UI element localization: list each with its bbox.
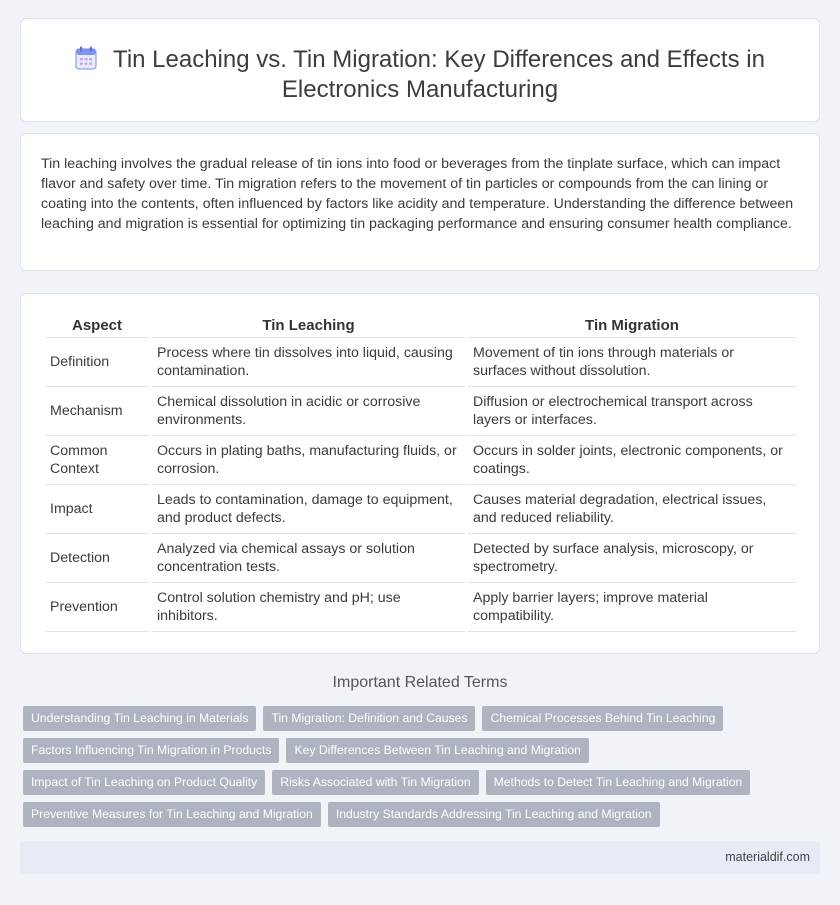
intro-card xyxy=(20,133,820,271)
row-tin-leaching: Analyzed via chemical assays or solution concentration tests. xyxy=(152,534,465,583)
related-term-tag[interactable]: Industry Standards Addressing Tin Leaching and Migration xyxy=(328,802,660,827)
header-tin-migration: Tin Migration xyxy=(468,314,796,338)
comparison-card xyxy=(20,293,820,654)
row-aspect: Common Context xyxy=(45,436,149,485)
header-tin-leaching: Tin Leaching xyxy=(152,314,465,338)
row-tin-migration: Diffusion or electrochemical transport across layers or interfaces. xyxy=(468,387,796,436)
title-line-2: Electronics Manufacturing xyxy=(281,76,559,103)
title-line-1: Tin Leaching vs. Tin Migration: Key Differences and Effects in xyxy=(113,46,765,73)
table-row xyxy=(45,387,796,436)
tag-row xyxy=(23,738,823,763)
row-tin-migration: Occurs in solder joints, electronic components, or coatings. xyxy=(468,436,796,485)
related-term-tag[interactable]: Risks Associated with Tin Migration xyxy=(272,770,478,795)
row-tin-leaching: Occurs in plating baths, manufacturing fluids, or corrosion. xyxy=(152,436,465,485)
related-term-tag[interactable]: Key Differences Between Tin Leaching and Migration xyxy=(286,738,588,763)
row-tin-migration: Apply barrier layers; improve material compatibility. xyxy=(468,583,796,632)
table-row xyxy=(45,534,796,583)
row-aspect: Detection xyxy=(45,534,149,583)
table-row xyxy=(45,485,796,534)
footer-site-link[interactable]: materialdif.com xyxy=(725,850,810,864)
row-aspect: Mechanism xyxy=(45,387,149,436)
header-aspect: Aspect xyxy=(45,314,149,338)
related-term-tag[interactable]: Tin Migration: Definition and Causes xyxy=(263,706,475,731)
tag-row xyxy=(23,706,823,731)
table-header-row xyxy=(45,314,796,338)
related-term-tag[interactable]: Methods to Detect Tin Leaching and Migration xyxy=(486,770,751,795)
row-tin-migration: Detected by surface analysis, microscopy, or spectrometry. xyxy=(468,534,796,583)
row-tin-leaching: Process where tin dissolves into liquid, causing contamination. xyxy=(152,338,465,387)
intro-paragraph: Tin leaching involves the gradual release of tin ions into food or beverages from the tinplate surface, which can impact flavor and safety over time. Tin migration refers to the movement of tin particles or compounds from the can lining or coating into the contents, often influenced by factors like acidity and temperature. Understanding the difference between leaching and migration is essential for optimizing tin packaging performance and ensuring consumer health compliance. xyxy=(41,156,794,232)
related-term-tag[interactable]: Factors Influencing Tin Migration in Products xyxy=(23,738,279,763)
table-row xyxy=(45,436,796,485)
tag-row xyxy=(23,770,823,795)
comparison-table xyxy=(42,314,799,632)
table-row xyxy=(45,583,796,632)
row-tin-migration: Causes material degradation, electrical issues, and reduced reliability. xyxy=(468,485,796,534)
footer xyxy=(20,841,820,874)
row-tin-leaching: Chemical dissolution in acidic or corrosive environments. xyxy=(152,387,465,436)
related-term-tag[interactable]: Impact of Tin Leaching on Product Quality xyxy=(23,770,265,795)
calendar-icon xyxy=(75,46,97,70)
row-tin-leaching: Control solution chemistry and pH; use inhibitors. xyxy=(152,583,465,632)
related-term-tag[interactable]: Preventive Measures for Tin Leaching and Migration xyxy=(23,802,321,827)
table-row xyxy=(45,338,796,387)
related-terms-list xyxy=(23,706,823,834)
related-terms-heading: Important Related Terms xyxy=(332,674,508,691)
row-tin-migration: Movement of tin ions through materials or surfaces without dissolution. xyxy=(468,338,796,387)
row-tin-leaching: Leads to contamination, damage to equipment, and product defects. xyxy=(152,485,465,534)
row-aspect: Impact xyxy=(45,485,149,534)
row-aspect: Definition xyxy=(45,338,149,387)
page-title xyxy=(21,45,819,105)
row-aspect: Prevention xyxy=(45,583,149,632)
tag-row xyxy=(23,802,823,827)
header-card xyxy=(20,18,820,122)
related-term-tag[interactable]: Chemical Processes Behind Tin Leaching xyxy=(482,706,723,731)
related-term-tag[interactable]: Understanding Tin Leaching in Materials xyxy=(23,706,256,731)
